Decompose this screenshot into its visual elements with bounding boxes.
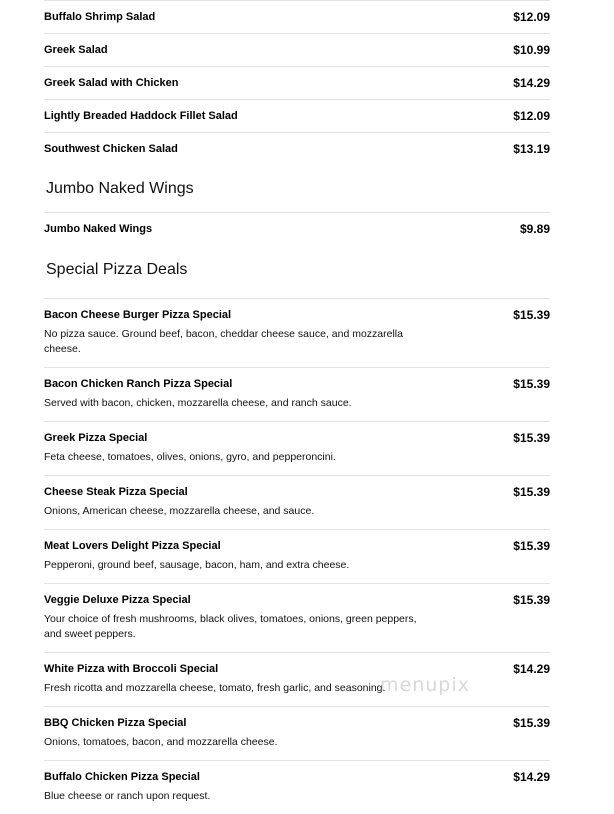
menu-item-description: Feta cheese, tomatoes, olives, onions, gyro, and pepperoncini. [44,451,336,463]
menu-item-name: White Pizza with Broccoli Special [44,663,219,675]
menu-item-name: Buffalo Shrimp Salad [44,11,156,23]
menu-item-price: $15.39 [513,539,550,553]
menu-item-description: No pizza sauce. Ground beef, bacon, cheddar cheese sauce, and mozzarella cheese. [44,328,403,355]
menu-item-row [44,212,550,245]
menu-item-description: Blue cheese or ranch upon request. [44,790,211,802]
menu-item-description: Fresh ricotta and mozzarella cheese, tomato, fresh garlic, and seasoning. [44,682,386,694]
menu-item-row [44,132,550,165]
salad-list [44,0,550,165]
menu-item-row [44,475,550,529]
menu-item-price: $10.99 [513,43,550,57]
menu-item-price: $9.89 [519,222,550,236]
menu-item-price: $15.39 [513,377,550,391]
menu-item-row [44,760,550,814]
menu-item-price: $14.29 [513,76,550,90]
menu-item-name: Meat Lovers Delight Pizza Special [44,540,221,552]
menu-item-name: Bacon Chicken Ranch Pizza Special [44,378,233,390]
menu-item-price: $12.09 [513,10,550,24]
menu-item-row [44,367,550,421]
menu-item-price: $13.19 [513,142,550,156]
menu-item-price: $14.29 [513,662,550,676]
menu-item-price: $15.39 [513,593,550,607]
menu-item-description: Pepperoni, ground beef, sausage, bacon, ham, and extra cheese. [44,559,350,571]
menu-item-row [44,421,550,475]
menu-item-price: $15.39 [513,716,550,730]
menu-item-row [44,529,550,583]
menu-item-name: Lightly Breaded Haddock Fillet Salad [44,110,238,122]
menu-item-name: Bacon Cheese Burger Pizza Special [44,309,232,321]
menu-item-name: Jumbo Naked Wings [44,223,153,235]
menu-content [44,0,550,814]
menu-item-description: Served with bacon, chicken, mozzarella cheese, and ranch sauce. [44,397,352,409]
menu-item-description: Your choice of fresh mushrooms, black olives, tomatoes, onions, green peppers, and sweet peppers. [44,613,417,640]
menu-item-price: $14.29 [513,770,550,784]
menu-item-description: Onions, tomatoes, bacon, and mozzarella cheese. [44,736,278,748]
section-title-wings: Jumbo Naked Wings [46,180,194,197]
menu-item-price: $15.39 [513,431,550,445]
menu-item-description: Onions, American cheese, mozzarella cheese, and sauce. [44,505,315,517]
menu-item-price: $12.09 [513,109,550,123]
menu-item-name: Greek Pizza Special [44,432,148,444]
menu-item-price: $15.39 [513,485,550,499]
menu-item-name: Buffalo Chicken Pizza Special [44,771,200,783]
menu-item-name: Greek Salad with Chicken [44,77,179,89]
menu-item-name: Greek Salad [44,44,108,56]
menu-item-name: Veggie Deluxe Pizza Special [44,594,191,606]
menu-item-row [44,66,550,99]
menu-item-row [44,33,550,66]
menu-item-row [44,706,550,760]
menu-item-row [44,0,550,33]
menupix-watermark: menupix [380,674,470,696]
menu-item-row [44,99,550,132]
menu-item-price: $15.39 [513,308,550,322]
menu-item-name: BBQ Chicken Pizza Special [44,717,187,729]
menu-item-row [44,583,550,652]
section-title-pizza: Special Pizza Deals [46,261,188,278]
menu-item-row [44,652,550,706]
menu-item-name: Southwest Chicken Salad [44,143,178,155]
menu-item-name: Cheese Steak Pizza Special [44,486,188,498]
menu-item-row [44,298,550,367]
